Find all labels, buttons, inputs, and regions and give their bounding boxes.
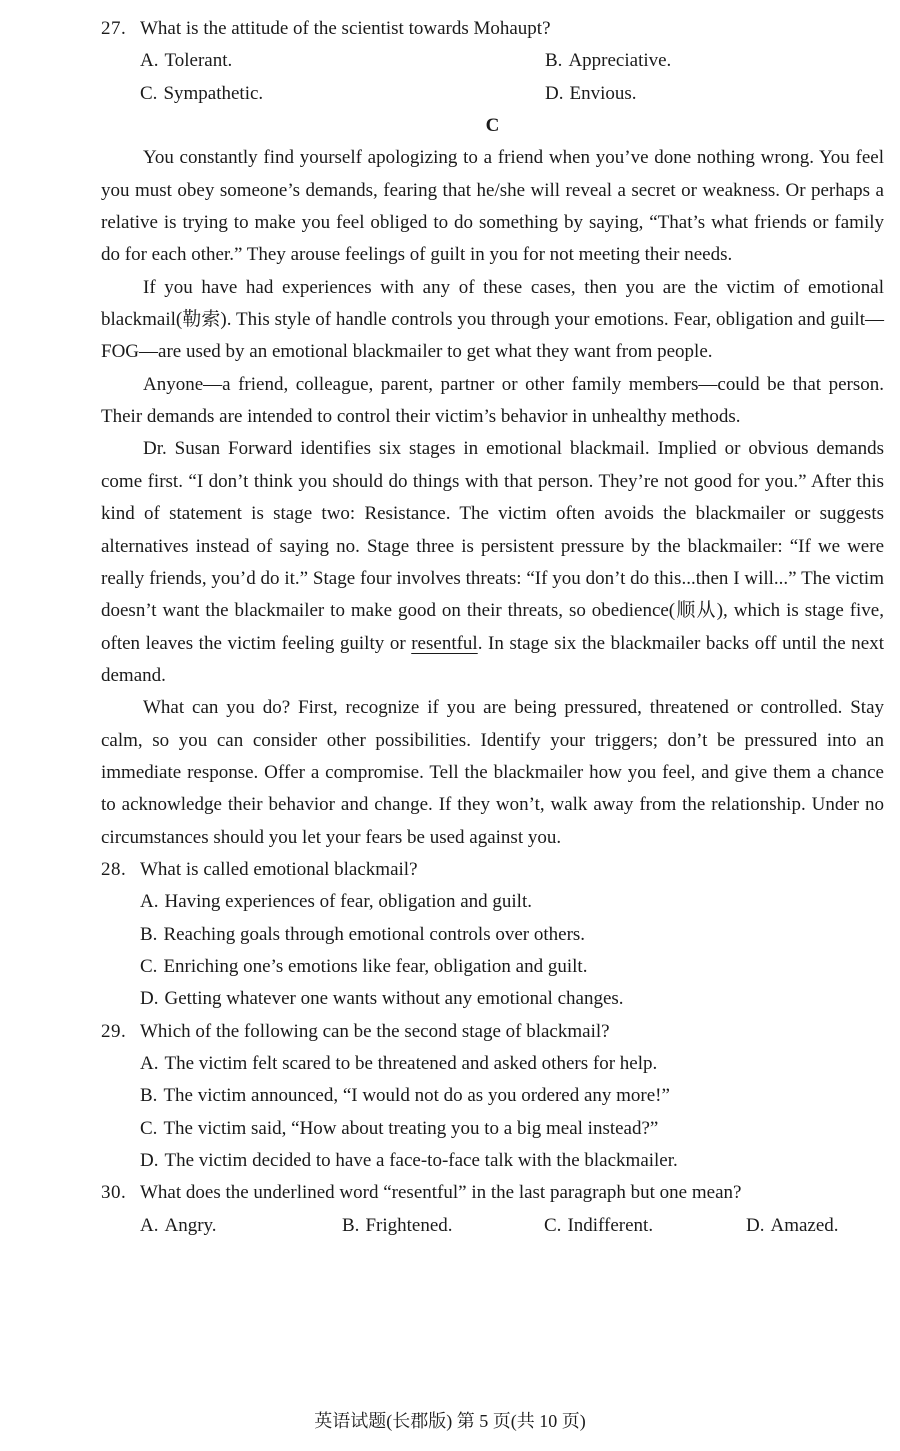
question-number: 27. — [101, 18, 127, 39]
question-29 — [101, 1016, 884, 1048]
question-28 — [101, 854, 884, 886]
question-30-options — [101, 1210, 884, 1242]
question-30 — [101, 1177, 884, 1209]
question-stem: What does the underlined word “resentful” in the last paragraph but one mean? — [140, 1182, 742, 1204]
option-a[interactable]: A. Having experiences of fear, obligation and guilt. — [140, 891, 532, 913]
option-b[interactable]: B. Reaching goals through emotional controls over others. — [140, 923, 586, 945]
passage-paragraph-1: You constantly find yourself apologizing to a friend when you’ve done nothing wrong. You feel you must obey someone’s demands, fearing that he/she will reveal a secret or weakness. Or perhaps a relative is trying to make you feel obliged to do something by saying, “That’s what friends or family do for each other.” They arouse feelings of guilt in you for not meeting their needs. — [101, 147, 884, 266]
question-number: 30. — [101, 1182, 127, 1204]
option-a[interactable]: A. The victim felt scared to be threatened and asked others for help. — [140, 1053, 658, 1074]
option-a[interactable]: A. Tolerant. — [140, 50, 233, 72]
option-b[interactable]: B. The victim announced, “I would not do as you ordered any more!” — [140, 1085, 670, 1107]
option-c[interactable]: C. Indifferent. — [544, 1214, 654, 1236]
option-c[interactable]: C. Enriching one’s emotions like fear, obligation and guilt. — [140, 955, 588, 977]
passage-paragraph-3: Anyone—a friend, colleague, parent, partner or other family members—could be that person. Their demands are intended to control their victim’s behavior in unhealthy methods. — [101, 373, 884, 428]
underlined-word-resentful: resentful — [411, 632, 478, 654]
question-27-options-row-2 — [101, 78, 884, 110]
option-c[interactable]: C. Sympathetic. — [140, 82, 264, 104]
question-number: 28. — [101, 858, 127, 880]
option-d[interactable]: D. The victim decided to have a face-to-face talk with the blackmailer. — [140, 1150, 678, 1172]
question-stem: What is called emotional blackmail? — [140, 858, 418, 880]
option-d[interactable]: D. Amazed. — [746, 1214, 839, 1236]
question-number: 29. — [101, 1020, 127, 1042]
option-d[interactable]: D. Envious. — [545, 82, 637, 104]
option-b[interactable]: B. Frightened. — [342, 1214, 453, 1236]
question-27-options-row-1 — [101, 45, 884, 77]
page-footer: 英语试题(长郡版) 第 5 页(共 10 页) — [314, 1411, 586, 1431]
section-heading: C — [485, 115, 500, 137]
passage-paragraph-2: If you have had experiences with any of these cases, then you are the victim of emotional blackmail(勒索). This style of handle controls you through your emotions. Fear, obligation and guilt—FOG—are used by an emotional blackmailer to get what they want from people. — [101, 276, 884, 363]
option-b[interactable]: B. Appreciative. — [545, 50, 672, 72]
exam-page — [101, 13, 884, 1242]
question-stem: Which of the following can be the second stage of blackmail? — [140, 1020, 610, 1042]
option-c[interactable]: C. The victim said, “How about treating you to a big meal instead?” — [140, 1117, 659, 1139]
question-stem: What is the attitude of the scientist towards Mohaupt? — [140, 18, 551, 39]
passage-paragraph-4: Dr. Susan Forward identifies six stages in emotional blackmail. Implied or obvious demands come first. “I don’t think you should do things with that person. They’re not good for you.” After this kind of statement is stage two: Resistance. The victim often avoids the blackmailer or suggests alternatives instead of saying no. Stage three is persistent pressure by the blackmailer: “If we were really friends, you’d do it.” Stage four involves threats: “If you don’t do this...then I will...” The victim doesn’t want the blackmailer to make good on their threats, so obedience(顺从), which is stage five, often leaves the victim feeling guilty or resentful. In stage six the blackmailer backs off until the next demand. — [101, 438, 884, 686]
passage-paragraph-5: What can you do? First, recognize if you are being pressured, threatened or controlled. Stay calm, so you can consider other possibilities. Identify your triggers; don’t be pressured into an immediate response. Offer a compromise. Tell the blackmailer how you feel, and give them a chance to acknowledge their behavior and change. If they won’t, walk away from the relationship. Under no circumstances should you let your fears be used against you. — [101, 697, 884, 848]
option-d[interactable]: D. Getting whatever one wants without any emotional changes. — [140, 988, 624, 1010]
option-a[interactable]: A. Angry. — [140, 1214, 217, 1236]
question-27 — [101, 13, 884, 45]
